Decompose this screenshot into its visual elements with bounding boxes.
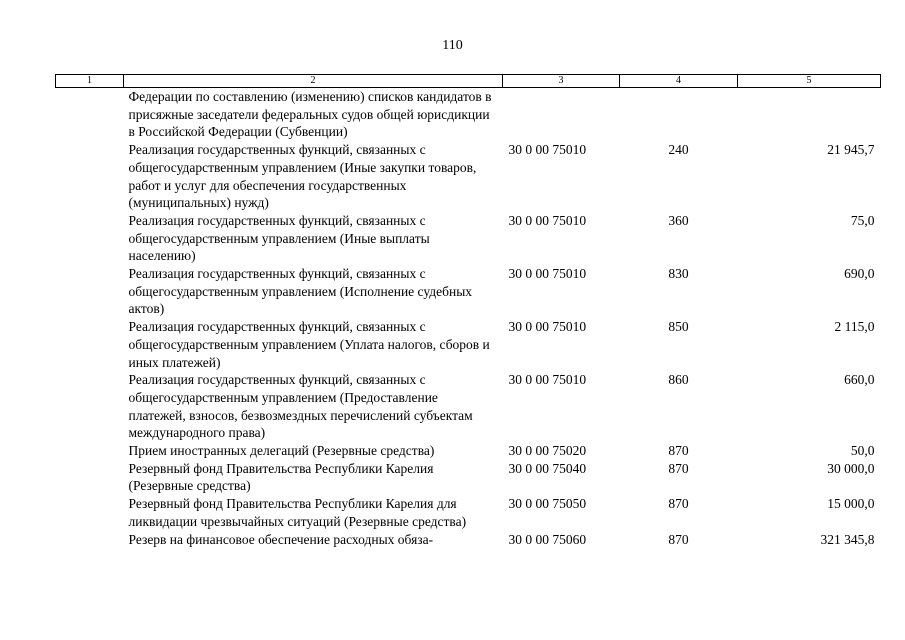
row-target-code: 30 0 00 75010 — [508, 319, 587, 335]
row-expense-type: 850 — [668, 319, 689, 335]
row-description: Реализация государственных функций, связанных с общегосударственным управлением (Исполнение судебных актов) — [128, 266, 473, 317]
table-row — [56, 460, 881, 495]
column-number-1: 1 — [56, 75, 124, 88]
column-number-4: 4 — [620, 75, 738, 88]
table-row — [56, 212, 881, 265]
row-expense-type — [620, 88, 738, 142]
table-row — [56, 495, 881, 530]
row-spacer-cell — [56, 371, 124, 442]
row-description: Реализация государственных функций, связанных с общегосударственным управлением (Предоставление платежей, взносов, безвозмездных перечислений субъектам международного права) — [128, 372, 473, 441]
row-amount: 50,0 — [850, 443, 875, 459]
row-target-code: 30 0 00 75020 — [508, 443, 587, 459]
row-target-code: 30 0 00 75010 — [508, 372, 587, 388]
row-spacer-cell — [56, 460, 124, 495]
table-row — [56, 318, 881, 371]
row-spacer-cell — [56, 265, 124, 318]
table-row — [56, 531, 881, 549]
page-number: 110 — [442, 38, 463, 53]
row-spacer-cell — [56, 88, 124, 142]
row-expense-type: 870 — [668, 496, 689, 512]
column-number-2: 2 — [124, 75, 503, 88]
row-target-code: 30 0 00 75010 — [508, 212, 587, 228]
row-target-code: 30 0 00 75060 — [508, 531, 587, 547]
row-target-code: 30 0 00 75040 — [508, 460, 587, 476]
row-spacer-cell — [56, 442, 124, 460]
row-amount: 2 115,0 — [834, 319, 875, 335]
table-row — [56, 371, 881, 442]
row-target-code: 30 0 00 75050 — [508, 496, 587, 512]
row-amount: 75,0 — [850, 212, 875, 228]
column-number-5: 5 — [738, 75, 881, 88]
column-numbers-row — [56, 75, 881, 88]
table-row — [56, 88, 881, 142]
row-amount — [738, 88, 881, 142]
row-expense-type: 870 — [668, 443, 689, 459]
row-description: Резервный фонд Правительства Республики Карелия для ликвидации чрезвычайных ситуаций (Резервные средства) — [128, 496, 467, 529]
budget-table — [55, 74, 881, 548]
row-expense-type: 360 — [668, 212, 689, 228]
row-description: Резерв на финансовое обеспечение расходных обяза- — [128, 531, 434, 547]
row-description: Прием иностранных делегаций (Резервные средства) — [128, 443, 435, 459]
row-target-code — [503, 88, 620, 142]
row-amount: 30 000,0 — [827, 460, 875, 476]
row-expense-type: 860 — [668, 372, 689, 388]
row-amount: 21 945,7 — [827, 142, 875, 158]
row-description: Реализация государственных функций, связанных с общегосударственным управлением (Иные закупки товаров, работ и услуг для обеспечения государственных (муниципальных) нужд) — [128, 142, 477, 211]
row-amount: 15 000,0 — [827, 496, 875, 512]
table-row — [56, 442, 881, 460]
row-expense-type: 870 — [668, 531, 689, 547]
row-description: Резервный фонд Правительства Республики Карелия (Резервные средства) — [128, 460, 434, 494]
row-expense-type: 240 — [668, 142, 689, 158]
row-amount: 321 345,8 — [820, 531, 875, 547]
table-row — [56, 265, 881, 318]
row-spacer-cell — [56, 318, 124, 371]
row-expense-type: 870 — [668, 460, 689, 476]
row-expense-type: 830 — [668, 266, 689, 282]
table-row — [56, 141, 881, 212]
row-amount: 690,0 — [844, 266, 875, 282]
row-description: Федерации по составлению (изменению) списков кандидатов в присяжные заседатели федеральных судов общей юрисдикции в Российской Федерации (Субвенции) — [128, 89, 492, 140]
row-description: Реализация государственных функций, связанных с общегосударственным управлением (Иные выплаты населению) — [128, 212, 430, 264]
row-spacer-cell — [56, 141, 124, 212]
row-spacer-cell — [56, 531, 124, 549]
row-spacer-cell — [56, 495, 124, 530]
column-number-3: 3 — [503, 75, 620, 88]
row-spacer-cell — [56, 212, 124, 265]
row-target-code: 30 0 00 75010 — [508, 142, 587, 158]
row-target-code: 30 0 00 75010 — [508, 266, 587, 282]
row-description: Реализация государственных функций, связанных с общегосударственным управлением (Уплата налогов, сборов и иных платежей) — [128, 319, 490, 370]
row-amount: 660,0 — [844, 372, 875, 388]
